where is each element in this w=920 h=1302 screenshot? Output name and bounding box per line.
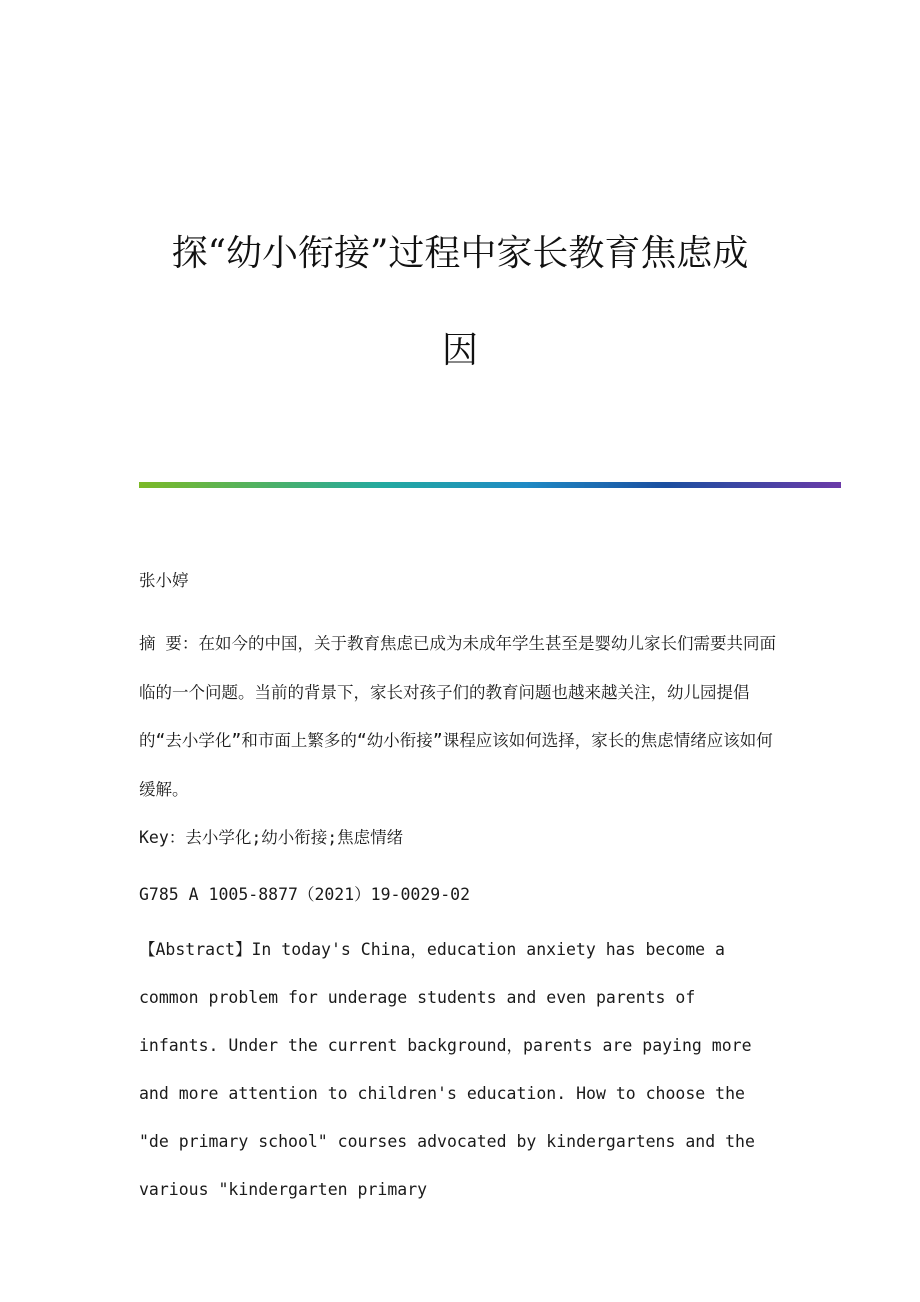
gradient-divider [139,482,841,488]
keywords-label: Key： [139,828,186,847]
abstract-zh-label: 摘 要： [139,634,199,653]
title-line-2: 因 [441,330,478,371]
document-title [100,205,820,399]
keywords-text: 去小学化;幼小衔接;焦虑情绪 [185,828,404,847]
abstract-en-text: In today's China，education anxiety has become a common problem for underage students and even parents of infants. Under the current background，parents are paying more and more attention to children's education. How to choose the "de primary school" courses advocated by kindergartens and the various "kindergarten primary [139,940,755,1199]
abstract-english [139,926,779,1214]
abstract-chinese [139,620,784,814]
classification-code: G785 A 1005-8877（2021）19-0029-02 [139,885,471,904]
abstract-zh-text: 在如今的中国，关于教育焦虑已成为未成年学生甚至是婴幼儿家长们需要共同面临的一个问题。当前的背景下，家长对孩子们的教育问题也越来越关注，幼儿园提倡的“去小学化”和市面上繁多的“幼小衔接”课程应该如何选择，家长的焦虑情绪应该如何缓解。 [139,634,776,799]
author-name: 张小婷 [139,571,189,590]
abstract-en-label: 【Abstract】 [139,940,252,959]
keywords [139,824,789,848]
title-line-1: 探“幼小衔接”过程中家长教育焦虑成 [171,233,749,274]
